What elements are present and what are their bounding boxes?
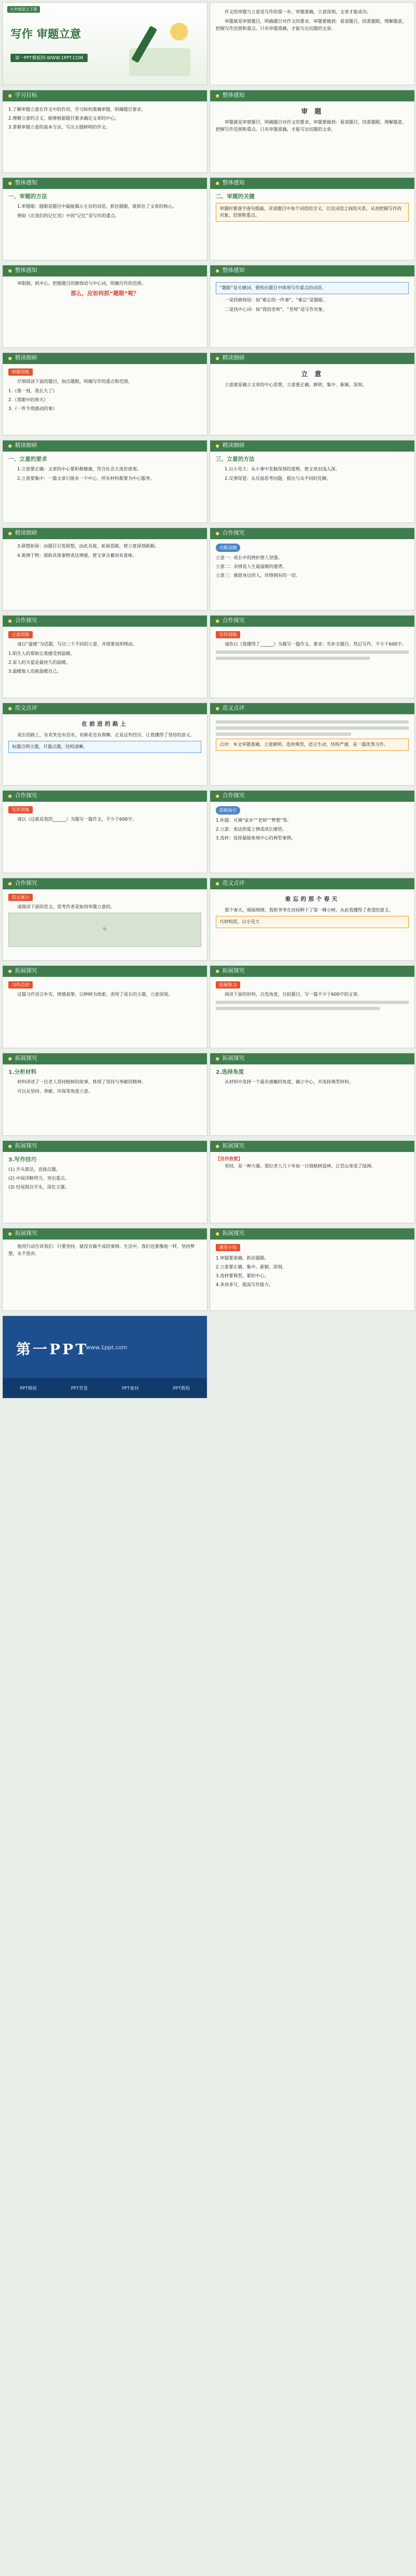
body-text: 材料讲述了一位老人坚持植树的故事，体现了坚持与奉献的精神。 — [17, 1079, 146, 1084]
cover-title: 写作 审题立意 — [11, 27, 81, 40]
note-box: “题眼”是关键词，要抓住题目中体现写作重点的词语。 — [216, 282, 409, 294]
bullet-icon — [8, 532, 12, 535]
slide-header: 精读细研 — [210, 441, 414, 452]
slide-ext-7[interactable] — [2, 1228, 207, 1311]
slide-coop-2[interactable] — [2, 615, 207, 698]
text-line — [216, 651, 409, 654]
slide-coop-3[interactable] — [210, 615, 415, 698]
callout-question: 那么，应如何抓“题眼”呢？ — [70, 291, 139, 297]
slide-header: 整体感知 — [3, 178, 207, 189]
slide-header: 精读细研 — [210, 353, 414, 364]
summary-item: 3.选材要典型，紧扣中心。 — [216, 1273, 269, 1278]
bullet-icon — [216, 795, 219, 798]
guide-item: 3.选材：选择最能体现中心的典型事例。 — [216, 836, 296, 841]
essay-title: 难忘的那个春天 — [285, 897, 339, 903]
body-text: 1.以小见大：从小事中发掘深刻的道理，使文章由浅入深。 — [225, 467, 340, 472]
slide-header: 合作探究 — [3, 791, 207, 802]
liyi-item: 1.陌生人的帮助让我感受到温暖。 — [8, 651, 75, 656]
slide-header: 范文点评 — [210, 878, 414, 889]
slide-header: 合作探究 — [210, 616, 414, 627]
slide-ext-4[interactable] — [210, 1053, 415, 1136]
bullet-icon — [216, 444, 219, 448]
brand-logo: 第一PPT — [16, 1341, 89, 1358]
slide-coop-4[interactable] — [2, 790, 207, 873]
bullet-icon — [216, 619, 219, 623]
slide-coop-6[interactable] — [2, 878, 207, 961]
body-text: 1.立意要正确：文章的中心要积极健康，符合社会主流价值观。 — [17, 467, 141, 472]
slide-header: 精读细研 — [3, 528, 207, 539]
slide-header: 拓展探究 — [210, 1053, 414, 1064]
text-line — [216, 733, 351, 736]
guide-item: 1.补题：可填“家乡”“老师”“梦想”等。 — [216, 818, 292, 823]
body-text: 仔细阅读下面的题目，指出题眼，明确写作的重点和范围。 — [17, 379, 133, 384]
bullet-icon — [216, 970, 219, 973]
intro-text-2: 审题就是审察题目，明确题目对作文的要求。审题要做到：看清题目，找准题眼，理解题意，把握写作范围和重点。只有审题准确，才能写出切题的文章。 — [216, 19, 407, 31]
goal-item: 1.了解审题立意在作文中的作用，学习如何准确审题，明确题目要求。 — [8, 107, 146, 112]
slide-coop-5[interactable] — [210, 790, 415, 873]
sub-tag: 写作训练 — [8, 806, 33, 813]
bullet-icon — [216, 269, 219, 273]
bullet-icon — [8, 94, 12, 98]
slide-header: 范文点评 — [3, 703, 207, 714]
sub-tag: 范文展示 — [8, 894, 33, 901]
bullet-icon — [216, 1057, 219, 1061]
slide-header: 拓展探究 — [3, 1228, 207, 1240]
footer-slide[interactable] — [2, 1315, 207, 1399]
liyi-list — [8, 650, 201, 675]
bullet-icon — [8, 269, 12, 273]
slide-header: 拓展探究 — [3, 1053, 207, 1064]
guide-item: 2.立意：表达热爱之情或成长感悟。 — [216, 827, 287, 832]
sub-tag: 拓展练习 — [216, 981, 240, 989]
body-text: 他用行动告诉我们：只要坚持，就没有做不成的事情。生活中，我们也要像他一样，坚持梦想，永不放弃。 — [8, 1244, 195, 1256]
summary-item: 1.审题要准确，抓住题眼。 — [216, 1256, 269, 1261]
summary-list — [216, 1254, 409, 1288]
tip-item: (3) 结尾照应开头，深化主题。 — [8, 1185, 69, 1190]
section-title: 1.分析材料 — [8, 1069, 37, 1076]
slide-ext-6[interactable] — [210, 1140, 415, 1223]
section-heading: 立 意 — [301, 370, 324, 378]
footer-link[interactable]: PPT模板 — [19, 1385, 37, 1391]
slide-header: 学习目标 — [3, 90, 207, 101]
comment-box: 点评：本文审题准确，立意鲜明，选材典型，语言生动，结构严谨，是一篇优秀习作。 — [216, 739, 409, 751]
body-text: 二是找中心词：如“我的老师”，“老师”是写作对象。 — [225, 307, 327, 312]
goal-item: 2.理解立意的含义，能够根据题目要求确定文章的中心。 — [8, 116, 119, 121]
slide-ext-5[interactable] — [2, 1140, 207, 1223]
essay-text: 那个春天，细雨绵绵，我和爷爷在田间种下了第一棵小树，从此我懂得了希望的意义。 — [225, 908, 393, 913]
bullet-icon — [216, 94, 219, 98]
slide-method[interactable] — [2, 177, 207, 260]
slide-liyi-method[interactable] — [210, 440, 415, 523]
footer-links — [3, 1378, 207, 1398]
section-title: 一、立意的要求 — [8, 457, 47, 463]
slide-intro[interactable] — [210, 2, 415, 85]
body-text: 请你以《我懂得了______》为题写一篇作文，要求：先补全题目，然后写作，不少于600字。 — [225, 642, 407, 647]
summary-item: 4.多读多写，提高写作能力。 — [216, 1282, 273, 1287]
slide-header: 整体感知 — [3, 265, 207, 276]
pen-illustration-icon — [118, 15, 201, 81]
body-text: 3.联想拓展：由题目引发联想，由此及彼，拓展思路，使立意深刻新颖。 — [17, 544, 159, 549]
slide-coop-1[interactable] — [210, 528, 415, 611]
slide-header: 整体感知 — [210, 265, 414, 276]
sub-tag: 审题训练 — [8, 368, 33, 376]
bullet-icon — [8, 619, 12, 623]
body-text: 2.反弹琵琶：从反面思考问题，提出与众不同的见解。 — [225, 476, 331, 481]
tag-badge: 思路指引 — [216, 806, 240, 815]
summary-item: 2.立意要正确、集中、新颖、深刻。 — [216, 1264, 287, 1269]
cover-slide[interactable] — [2, 2, 207, 85]
brand-url[interactable]: www.1ppt.com — [86, 1345, 128, 1351]
bullet-icon — [8, 970, 12, 973]
topic-list — [8, 387, 201, 412]
slide-header: 拓展探究 — [210, 966, 414, 977]
slide-header: 精读细研 — [3, 353, 207, 364]
bullet-icon — [8, 1057, 12, 1061]
tag-badge: 火眼金睛 — [216, 544, 240, 552]
slide-header: 合作探究 — [210, 791, 414, 802]
sub-tag: 写作训练 — [216, 631, 240, 638]
body-text: 请阅读下面的范文，思考作者是如何审题立意的。 — [17, 904, 115, 909]
slide-ext-1[interactable] — [2, 965, 207, 1048]
liyi-item: 立意三：感恩身边的人，珍惜拥有的一切。 — [216, 573, 300, 578]
footer-link[interactable]: PPT素材 — [121, 1385, 139, 1391]
highlight-box: 审题时要逐字逐句推敲，弄清题目中每个词语的含义，以及词语之间的关系，从而把握写作的对象、范围和重点。 — [216, 203, 409, 222]
body-text: 阅读下面的材料，自选角度，自拟题目，写一篇不少于600字的文章。 — [225, 992, 362, 997]
section-tag: 【佳作欣赏】 — [216, 1156, 242, 1161]
cover-brand: 第一PPT模板网-WWW.1PPT.COM — [11, 54, 88, 62]
slide-header: 精读细研 — [3, 441, 207, 452]
slide-header: 合作探究 — [210, 528, 414, 539]
sub-tag: 课堂小结 — [216, 1244, 240, 1251]
guide-list — [216, 817, 409, 842]
bullet-icon — [216, 1232, 219, 1236]
goals-list — [8, 106, 201, 131]
section-title: 3.写作技巧 — [8, 1157, 37, 1163]
body-text: 一是找修饰语：如“难忘的一件事”，“难忘”是题眼。 — [225, 298, 327, 303]
liyi-list — [216, 554, 409, 579]
topic-item: 3.《一件令我感动的事》 — [8, 406, 57, 411]
bullet-icon — [216, 1145, 219, 1148]
body-text: 可以从坚持、奉献、环保等角度立意。 — [17, 1089, 93, 1094]
bullet-icon — [8, 182, 12, 185]
body-text: 请以《这就是我的______》为题写一篇作文，不少于600字。 — [17, 817, 137, 822]
slide-tiyan[interactable] — [2, 265, 207, 348]
topic-item: 1.《那一刻，我长大了》 — [8, 388, 57, 393]
slide-header: 合作探究 — [3, 878, 207, 889]
slide-training[interactable] — [2, 352, 207, 436]
bullet-icon — [8, 795, 12, 798]
bullet-icon — [8, 707, 12, 710]
slide-sample-2[interactable] — [210, 703, 415, 786]
body-text: 立意就是确立文章的中心思想，立意要正确、鲜明、集中、新颖、深刻。 — [225, 382, 367, 387]
body-text: 2.立意要集中：一篇文章只能有一个中心，所有材料都要为中心服务。 — [17, 476, 155, 481]
slide-key[interactable] — [210, 177, 415, 260]
slide-ext-8[interactable] — [210, 1228, 415, 1311]
slide-header: 拓展探究 — [210, 1228, 414, 1240]
sub-tag: 立意训练 — [8, 631, 33, 638]
slide-goals[interactable] — [2, 90, 207, 173]
slide-ext-3[interactable] — [2, 1053, 207, 1136]
sub-tag: 习作点评 — [8, 981, 33, 989]
body-text: 从材料中选择一个最有感触的角度，确立中心，并选择典型材料。 — [225, 1079, 353, 1084]
text-line — [216, 726, 409, 730]
bullet-icon — [8, 1232, 12, 1236]
grade-tag: 九年级语文下册 — [7, 6, 40, 13]
essay-text: 成长的路上，有欢笑也有泪水，有鲜花也有荆棘。正是这些经历，让我懂得了坚持的意义。 — [17, 733, 195, 738]
slide-header: 拓展探究 — [3, 1141, 207, 1152]
body-text: 例如《在我们的记忆里》中的“记忆”是写作的重点。 — [17, 213, 120, 218]
liyi-item: 立意一：成长中的挫折使人坚强。 — [216, 555, 282, 560]
slide-header: 拓展探究 — [3, 966, 207, 977]
text-line — [216, 1001, 409, 1004]
bullet-icon — [216, 707, 219, 710]
section-title: 二、审题的关键 — [216, 194, 255, 200]
tip-item: (1) 开头简洁，直接点题。 — [8, 1167, 60, 1172]
body-text: 请以“温暖”为话题，写出三个不同的立意，并简要说明理由。 — [17, 642, 138, 647]
text-line — [216, 720, 409, 724]
intro-text: 作文的审题与立意是写作的第一步，审题准确，立意深刻，文章才能成功。 — [225, 9, 371, 14]
note-box: 巧妙构思，以小见大 — [216, 916, 409, 928]
slide-liyi-method-2[interactable] — [2, 528, 207, 611]
bullet-icon — [216, 882, 219, 885]
body-text: 审限制，抓中心，把握题目的修饰语与中心词，明确写作的范围。 — [17, 281, 146, 286]
essay-title: 在前进的路上 — [82, 721, 128, 728]
bullet-icon — [8, 444, 12, 448]
slide-liyi-req[interactable] — [2, 440, 207, 523]
slide-header: 合作探究 — [3, 616, 207, 627]
topic-item: 2.《我眼中的春天》 — [8, 397, 48, 402]
goal-item: 3.掌握审题立意的基本方法，写出主题鲜明的作文。 — [8, 125, 110, 130]
bullet-icon — [216, 532, 219, 535]
body-text: 4.寓情于物：借助具体事物表达情感，使文章含蓄而有意味。 — [17, 553, 137, 558]
liyi-item: 3.温暖他人也能温暖自己。 — [8, 669, 62, 674]
slide-shenti[interactable] — [210, 90, 415, 173]
section-title: 三、立意的方法 — [216, 457, 255, 463]
footer-link[interactable]: PPT背景 — [70, 1385, 88, 1391]
tips-list — [8, 1166, 201, 1191]
body-text: 1.审题眼：题眼是题目中最能揭示主旨的词语，抓住题眼，就抓住了文章的核心。 — [17, 204, 177, 209]
illustration-image: ✎ — [8, 913, 201, 947]
slide-sample-1[interactable] — [2, 703, 207, 786]
bullet-icon — [8, 357, 12, 360]
slide-sample-3[interactable] — [210, 878, 415, 961]
section-heading: 审 题 — [301, 107, 324, 115]
text-line — [216, 1007, 380, 1010]
bullet-icon — [216, 182, 219, 185]
bullet-icon — [216, 357, 219, 360]
slide-ext-2[interactable] — [210, 965, 415, 1048]
comment-box: 标题点明主题，开篇点题，结构清晰。 — [8, 741, 201, 753]
section-title: 一、审题的方法 — [8, 194, 47, 200]
slide-header: 整体感知 — [210, 90, 414, 101]
liyi-item: 2.家人的关爱是最持久的温暖。 — [8, 660, 70, 665]
footer-link[interactable]: PPT教程 — [173, 1385, 190, 1391]
tip-item: (2) 中间详略得当，突出重点。 — [8, 1176, 69, 1181]
liyi-item: 立意二：亲情是人生最温暖的港湾。 — [216, 564, 287, 569]
slide-header: 整体感知 — [210, 178, 414, 189]
bullet-icon — [8, 882, 12, 885]
slide-header: 拓展探究 — [210, 1141, 414, 1152]
slide-liyi[interactable] — [210, 352, 415, 436]
section-title: 2.选择角度 — [216, 1069, 244, 1076]
slide-tiyan-method[interactable] — [210, 265, 415, 348]
bullet-icon — [8, 1145, 12, 1148]
slide-header: 范文点评 — [210, 703, 414, 714]
body-text: 这篇习作语言朴实，情感真挚，以种树为线索，表现了成长的主题，立意深刻。 — [17, 992, 173, 997]
body-text: 审题就是审察题目，明确题目对作文的要求。审题要做到：看清题目，找准题眼，理解题意，把握写作范围和重点。只有审题准确，才能写出切题的文章。 — [216, 120, 407, 132]
body-text: 坚持，是一种力量。那位老人几十年如一日地植树造林，让荒山变成了绿洲。 — [225, 1164, 376, 1169]
text-line — [216, 657, 370, 660]
